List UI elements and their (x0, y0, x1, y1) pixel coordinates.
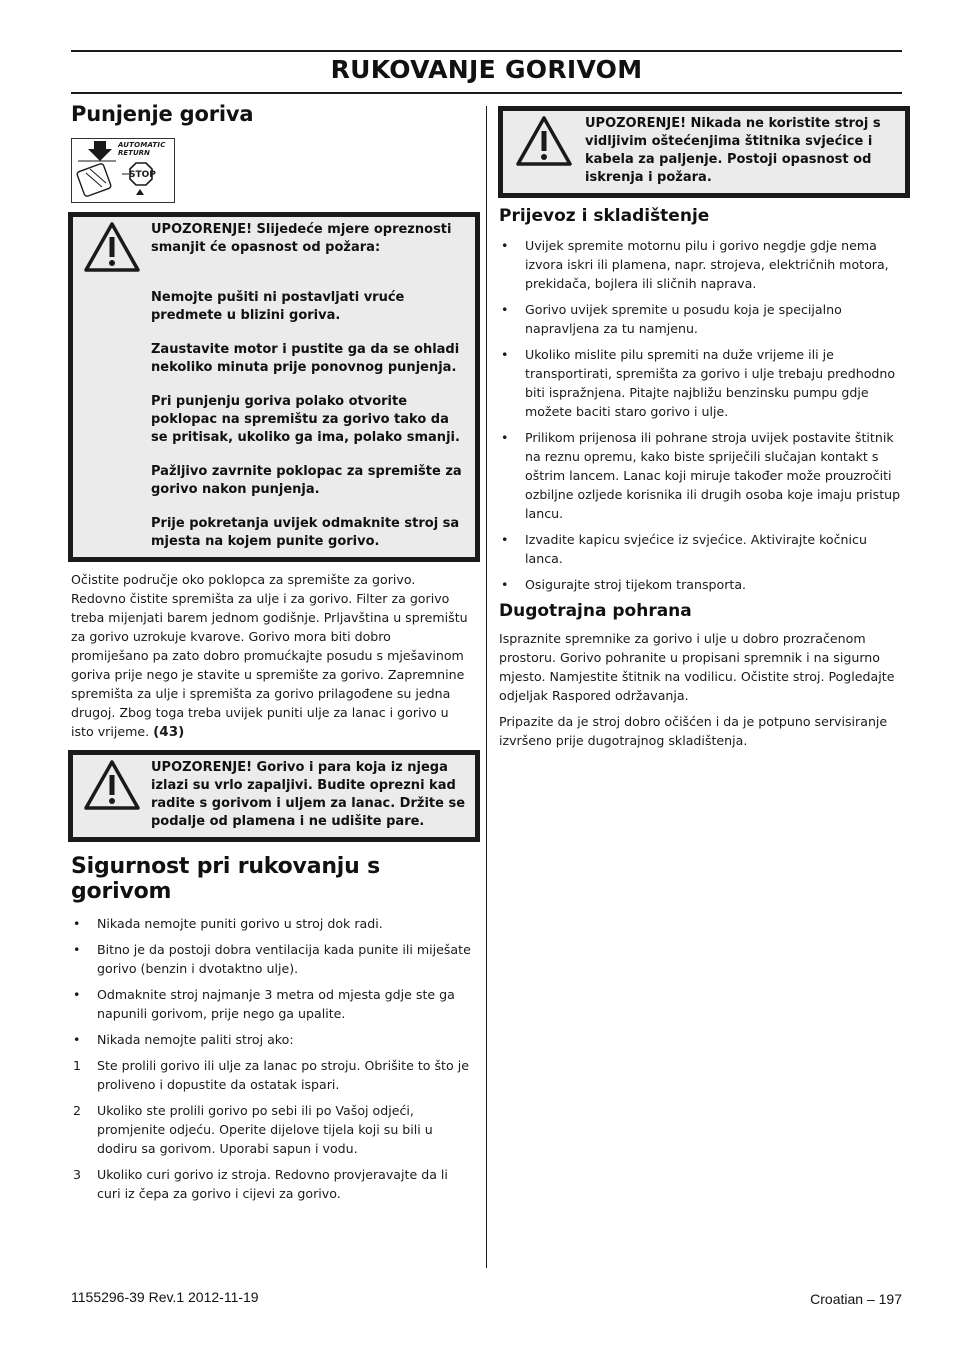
section-heading-fuel: Punjenje goriva (71, 102, 254, 126)
list-item-text: Izvadite kapicu svjećice iz svjećice. Aktivirajte kočnicu lanca. (525, 532, 867, 566)
warning-text: Pri punjenju goriva polako otvorite poklopac na spremištu za gorivo tako da se pritisak, ukoliko ga ima, polako smanji. (151, 394, 460, 445)
list-item-text: Gorivo uvijek spremite u posudu koja je specijalno napravljena za tu namjenu. (525, 302, 842, 336)
list-item-text: Odmaknite stroj najmanje 3 metra od mjesta gdje ste ga napunili gorivom, prije nego ga upalite. (97, 987, 455, 1021)
list-item-text: Ukoliko curi gorivo iz stroja. Redovno provjeravajte da li curi iz čepa za gorivo i cijevi za gorivo. (97, 1167, 448, 1201)
page-title: RUKOVANJE GORIVOM (330, 55, 643, 84)
figure-reference: (43) (153, 724, 185, 740)
right-column (499, 106, 903, 750)
column-divider (486, 106, 487, 1268)
list-item (71, 940, 471, 978)
list-item: • Uvijek spremite motornu pilu i gorivo negdje gdje nema izvora iskri ili plamena, napr. strojeva, električnih motora, prekidača, bojlera ili sličnih naprava. (501, 238, 889, 291)
transport-list (499, 236, 901, 594)
warning-text: Nemojte pušiti ni postavljati vruće predmete u blizini goriva. (151, 290, 405, 323)
list-item (71, 1101, 471, 1158)
list-item (71, 914, 471, 933)
list-item-text: Nikada nemojte paliti stroj ako: (97, 1032, 294, 1047)
warning-box-vapor (68, 750, 480, 842)
list-item-text: Osigurajte stroj tijekom transporta. (525, 577, 747, 592)
list-item: • Izvadite kapicu svjećice iz svjećice. Aktivirajte kočnicu lanca. (501, 532, 867, 566)
list-item (71, 1056, 471, 1094)
stop-label: STOP (129, 170, 156, 180)
warning-text: UPOZORENJE! Nikada ne koristite stroj s vidljivim oštećenjima štitnika svjećice i kabela za paljenje. Postoji opasnost od iskrenja i požara. (585, 116, 881, 185)
top-rule (71, 50, 902, 52)
list-item (71, 1030, 471, 1049)
warning-triangle-icon (83, 759, 141, 811)
list-marker: 3 (73, 1167, 82, 1182)
list-item (71, 1165, 471, 1203)
list-marker: • (73, 1032, 81, 1047)
list-item: • Prilikom prijenosa ili pohrane stroja uvijek postavite štitnik na reznu opremu, kako biste spriječili slučajan kontakt s oštrim lancem. Lanac koji miruje također može prouzročiti ozbiljne ozljede korisnika ili drugih osoba koje imaju pristup lancu. (501, 430, 901, 521)
automatic-return-stop-symbol (71, 138, 175, 203)
warning-box-spark (498, 106, 910, 198)
list-marker: • (73, 987, 81, 1002)
list-marker: • (73, 942, 81, 957)
list-item-text: Uvijek spremite motornu pilu i gorivo negdje gdje nema izvora iskri ili plamena, napr. strojeva, električnih motora, prekidača, bojlera ili sličnih naprava. (525, 238, 889, 291)
page-number: Croatian – 197 (810, 1291, 902, 1307)
list-marker: • (73, 916, 81, 931)
left-column (71, 100, 481, 1210)
warning-text: UPOZORENJE! Gorivo i para koja iz njega izlazi su vrlo zapaljivi. Budite oprezni kad radite s gorivom i uljem za lanac. Držite se podalje od plamena i ne udišite pare. (151, 760, 466, 829)
cleaning-text: Očistite područje oko poklopca za spremište za gorivo. Redovno čistite spremišta za ulje i za gorivo. Filter za gorivo treba mijenjati barem jednom godišnje. Prljavština u spremištu za gorivo uzrokuje kvarove. Gorivo mora biti dobro promiješano pa zato dobro promućkajte posudu s mješavinom goriva prije nego je stavite u spremište za gorivo. Zapremnine spremišta za ulje i spremišta za gorivo prilagođene su jedna drugoj. Zbog toga treba uvijek puniti ulje za lanac i gorivo u isto vrijeme. (71, 572, 468, 739)
document-number: 1155296-39 Rev.1 2012-11-19 (71, 1289, 259, 1305)
warning-text: Zaustavite motor i pustite ga da se ohladi nekoliko minuta prije ponovnog punjenja. (151, 342, 460, 375)
warning-box-fire (68, 212, 480, 562)
warning-text: Prije pokretanja uvijek odmaknite stroj sa mjesta na kojem punite gorivo. (151, 516, 460, 549)
return-label: RETURN (118, 149, 150, 157)
warning-text: Pažljivo zavrnite poklopac za spremište za gorivo nakon punjenja. (151, 464, 462, 497)
storage-paragraph: Ispraznite spremnike za gorivo i ulje u dobro prozračenom prostoru. Gorivo pohranite u propisani spremnik i na sigurno mjesto. Namjestite štitnik na vodilicu. Očistite stroj. Pogledajte odjeljak Raspored održavanja. (499, 631, 895, 703)
list-item-text: Ukoliko ste prolili gorivo po sebi ili po Vašoj odjeći, promjenite odjeću. Operite dijelove tijela koji su bili u dodiru sa gorivom. Uporabi sapun i vodu. (97, 1103, 433, 1156)
list-item: • Osigurajte stroj tijekom transporta. (501, 577, 747, 592)
list-item (71, 985, 471, 1023)
list-item-text: Ste prolili gorivo ili ulje za lanac po stroju. Obrišite to što je proliveno i dopustite da ostatak ispari. (97, 1058, 469, 1092)
section-heading-transport: Prijevoz i skladištenje (499, 206, 710, 226)
warning-text: UPOZORENJE! Slijedeće mjere opreznosti smanjit će opasnost od požara: (151, 222, 452, 255)
list-marker: 2 (73, 1103, 82, 1118)
list-item-text: Ukoliko mislite pilu spremiti na duže vrijeme ili je transportirati, spremišta za gorivo i ulje trebaju predhodno biti ispražnjena. Pitajte najbližu benzinsku pumpu gdje možete baciti staro gorivo i ulje. (525, 347, 896, 419)
cleaning-paragraph (71, 570, 471, 742)
list-marker: 1 (73, 1058, 82, 1073)
title-rule (71, 92, 902, 94)
list-item-text: Nikada nemojte puniti gorivo u stroj dok radi. (97, 916, 383, 931)
section-heading-safety: Sigurnost pri rukovanju s gorivom (71, 854, 380, 904)
list-item: • Ukoliko mislite pilu spremiti na duže vrijeme ili je transportirati, spremišta za gorivo i ulje trebaju predhodno biti ispražnjena. Pitajte najbližu benzinsku pumpu gdje možete baciti staro gorivo i ulje. (501, 347, 896, 419)
section-heading-storage: Dugotrajna pohrana (499, 601, 692, 621)
safety-list (71, 914, 471, 1203)
list-item: • Gorivo uvijek spremite u posudu koja je specijalno napravljena za tu namjenu. (501, 302, 842, 336)
warning-triangle-icon (83, 221, 141, 273)
automatic-label: AUTOMATIC (118, 141, 166, 149)
storage-paragraph: Pripazite da je stroj dobro očišćen i da je potpuno servisiranje izvršeno prije dugotrajnog skladištenja. (499, 714, 888, 748)
list-item-text: Bitno je da postoji dobra ventilacija kada punite ili miješate gorivo (benzin i dvotaktno ulje). (97, 942, 471, 976)
list-item-text: Prilikom prijenosa ili pohrane stroja uvijek postavite štitnik na reznu opremu, kako biste spriječili slučajan kontakt s oštrim lancem. Lanac koji miruje također može prouzročiti ozbiljne ozljede korisnika ili drugih osoba koje imaju pristup lancu. (525, 430, 901, 521)
warning-triangle-icon (515, 115, 573, 167)
